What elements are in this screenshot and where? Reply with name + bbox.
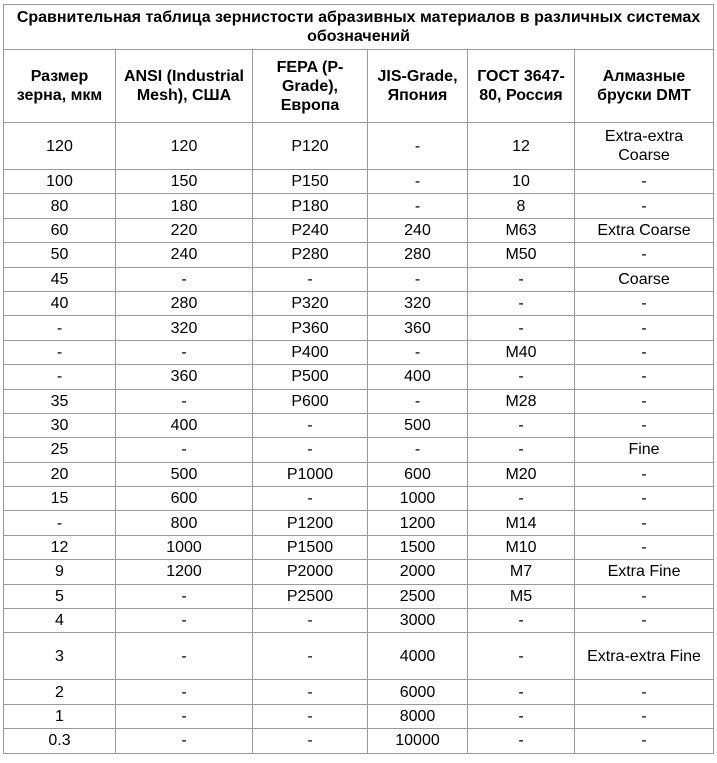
table-cell: 1000 [116, 535, 253, 559]
table-cell: 0.3 [4, 729, 116, 753]
table-cell: - [575, 511, 714, 535]
table-cell: 2000 [368, 560, 468, 584]
table-title: Сравнительная таблица зернистости абразивных материалов в различных системах обозначений [4, 5, 714, 50]
table-cell: Extra Coarse [575, 218, 714, 242]
table-cell: - [368, 123, 468, 170]
table-cell: Extra-extra Fine [575, 633, 714, 680]
table-cell: 280 [116, 291, 253, 315]
table-row [4, 704, 714, 728]
table-cell: 180 [116, 194, 253, 218]
table-cell: Coarse [575, 267, 714, 291]
table-cell: P600 [253, 389, 368, 413]
column-header: ANSI (Industrial Mesh), США [116, 50, 253, 123]
table-cell: - [575, 243, 714, 267]
column-header: Размер зерна, мкм [4, 50, 116, 123]
column-header: ГОСТ 3647-80, Россия [468, 50, 575, 123]
table-cell: - [468, 704, 575, 728]
column-header: FEPA (P-Grade), Европа [253, 50, 368, 123]
table-cell: 1200 [116, 560, 253, 584]
table-cell: 100 [4, 170, 116, 194]
table-cell: 400 [116, 413, 253, 437]
table-cell: - [468, 680, 575, 704]
table-cell: 800 [116, 511, 253, 535]
table-cell: P1000 [253, 462, 368, 486]
table-cell: 150 [116, 170, 253, 194]
table-cell: - [468, 729, 575, 753]
table-row [4, 487, 714, 511]
table-cell: P2000 [253, 560, 368, 584]
table-cell: - [368, 194, 468, 218]
grit-comparison-table [3, 4, 714, 754]
table-cell: Extra-extra Coarse [575, 123, 714, 170]
table-cell: 45 [4, 267, 116, 291]
table-cell: M28 [468, 389, 575, 413]
table-row [4, 218, 714, 242]
table-cell: M5 [468, 584, 575, 608]
table-row [4, 560, 714, 584]
table-cell: 5 [4, 584, 116, 608]
table-cell: 360 [368, 316, 468, 340]
table-cell: - [253, 633, 368, 680]
table-cell: 600 [116, 487, 253, 511]
table-cell: P500 [253, 365, 368, 389]
table-cell: - [575, 365, 714, 389]
table-cell: 2500 [368, 584, 468, 608]
table-cell: - [4, 340, 116, 364]
table-cell: - [468, 316, 575, 340]
table-cell: - [368, 170, 468, 194]
table-cell: 500 [116, 462, 253, 486]
table-cell: 8 [468, 194, 575, 218]
column-header: Алмазные бруски DMT [575, 50, 714, 123]
table-cell: M20 [468, 462, 575, 486]
table-cell: - [575, 291, 714, 315]
table-row [4, 123, 714, 170]
table-cell: - [575, 340, 714, 364]
table-cell: - [468, 365, 575, 389]
table-cell: 3 [4, 633, 116, 680]
table-row [4, 438, 714, 462]
table-row [4, 170, 714, 194]
table-row [4, 316, 714, 340]
table-row [4, 511, 714, 535]
table-cell: 240 [116, 243, 253, 267]
table-cell: 2 [4, 680, 116, 704]
table-row [4, 609, 714, 633]
table-cell: - [468, 267, 575, 291]
table-cell: P150 [253, 170, 368, 194]
table-cell: - [468, 609, 575, 633]
header-row [4, 50, 714, 123]
table-cell: 60 [4, 218, 116, 242]
table-cell: 4 [4, 609, 116, 633]
table-row [4, 243, 714, 267]
table-cell: - [368, 340, 468, 364]
table-cell: P360 [253, 316, 368, 340]
table-cell: - [253, 438, 368, 462]
table-cell: M7 [468, 560, 575, 584]
table-cell: - [575, 462, 714, 486]
table-cell: Extra Fine [575, 560, 714, 584]
table-cell: - [575, 609, 714, 633]
table-cell: - [116, 340, 253, 364]
table-cell: - [4, 365, 116, 389]
table-cell: 9 [4, 560, 116, 584]
table-cell: - [116, 680, 253, 704]
table-cell: M10 [468, 535, 575, 559]
table-cell: - [575, 704, 714, 728]
table-cell: - [575, 535, 714, 559]
table-cell: 6000 [368, 680, 468, 704]
table-row [4, 389, 714, 413]
table-row [4, 462, 714, 486]
table-cell: - [116, 704, 253, 728]
table-row [4, 365, 714, 389]
table-cell: 15 [4, 487, 116, 511]
table-cell: - [575, 316, 714, 340]
table-cell: M63 [468, 218, 575, 242]
table-cell: - [253, 267, 368, 291]
table-cell: 10 [468, 170, 575, 194]
table-cell: M14 [468, 511, 575, 535]
table-row [4, 194, 714, 218]
table-cell: 280 [368, 243, 468, 267]
table-cell: - [575, 729, 714, 753]
table-cell: 320 [368, 291, 468, 315]
table-cell: 120 [4, 123, 116, 170]
table-cell: P1200 [253, 511, 368, 535]
table-cell: P280 [253, 243, 368, 267]
table-cell: 12 [4, 535, 116, 559]
table-cell: - [253, 704, 368, 728]
table-cell: - [468, 487, 575, 511]
table-cell: - [575, 413, 714, 437]
table-row [4, 413, 714, 437]
table-cell: - [468, 633, 575, 680]
table-cell: 50 [4, 243, 116, 267]
table-cell: 35 [4, 389, 116, 413]
table-cell: - [468, 291, 575, 315]
table-cell: P320 [253, 291, 368, 315]
table-cell: 20 [4, 462, 116, 486]
table-row [4, 291, 714, 315]
table-cell: - [575, 170, 714, 194]
table-cell: - [116, 633, 253, 680]
table-cell: 320 [116, 316, 253, 340]
table-cell: 3000 [368, 609, 468, 633]
table-cell: P180 [253, 194, 368, 218]
table-cell: 4000 [368, 633, 468, 680]
table-cell: 360 [116, 365, 253, 389]
table-cell: 1500 [368, 535, 468, 559]
table-cell: - [575, 389, 714, 413]
table-cell: - [575, 194, 714, 218]
table-row [4, 584, 714, 608]
table-cell: 10000 [368, 729, 468, 753]
table-cell: 30 [4, 413, 116, 437]
table-cell: P400 [253, 340, 368, 364]
table-cell: - [368, 267, 468, 291]
table-cell: - [368, 389, 468, 413]
table-cell: 1 [4, 704, 116, 728]
table-cell: 240 [368, 218, 468, 242]
table-cell: 1200 [368, 511, 468, 535]
table-cell: P240 [253, 218, 368, 242]
table-cell: - [116, 267, 253, 291]
table-cell: - [575, 487, 714, 511]
table-cell: 220 [116, 218, 253, 242]
table-cell: 80 [4, 194, 116, 218]
table-cell: - [116, 729, 253, 753]
table-cell: 8000 [368, 704, 468, 728]
table-cell: 1000 [368, 487, 468, 511]
column-header: JIS-Grade, Япония [368, 50, 468, 123]
table-row [4, 680, 714, 704]
table-cell: 500 [368, 413, 468, 437]
table-row [4, 729, 714, 753]
table-cell: 25 [4, 438, 116, 462]
table-cell: - [368, 438, 468, 462]
table-cell: M50 [468, 243, 575, 267]
table-cell: M40 [468, 340, 575, 364]
table-cell: 40 [4, 291, 116, 315]
table-row [4, 633, 714, 680]
table-cell: - [116, 438, 253, 462]
table-row [4, 340, 714, 364]
table-cell: - [253, 487, 368, 511]
table-cell: 12 [468, 123, 575, 170]
table-cell: Fine [575, 438, 714, 462]
table-cell: - [253, 729, 368, 753]
table-cell: 120 [116, 123, 253, 170]
table-cell: P120 [253, 123, 368, 170]
table-cell: - [253, 680, 368, 704]
table-cell: 600 [368, 462, 468, 486]
table-cell: - [116, 609, 253, 633]
table-cell: - [116, 584, 253, 608]
table-cell: - [468, 438, 575, 462]
table-cell: - [4, 511, 116, 535]
table-cell: - [575, 680, 714, 704]
table-cell: - [253, 609, 368, 633]
table-cell: - [575, 584, 714, 608]
table-cell: - [253, 413, 368, 437]
table-row [4, 535, 714, 559]
table-cell: - [468, 413, 575, 437]
table-cell: P2500 [253, 584, 368, 608]
table-row [4, 267, 714, 291]
table-cell: - [4, 316, 116, 340]
table-cell: P1500 [253, 535, 368, 559]
table-cell: 400 [368, 365, 468, 389]
table-cell: - [116, 389, 253, 413]
